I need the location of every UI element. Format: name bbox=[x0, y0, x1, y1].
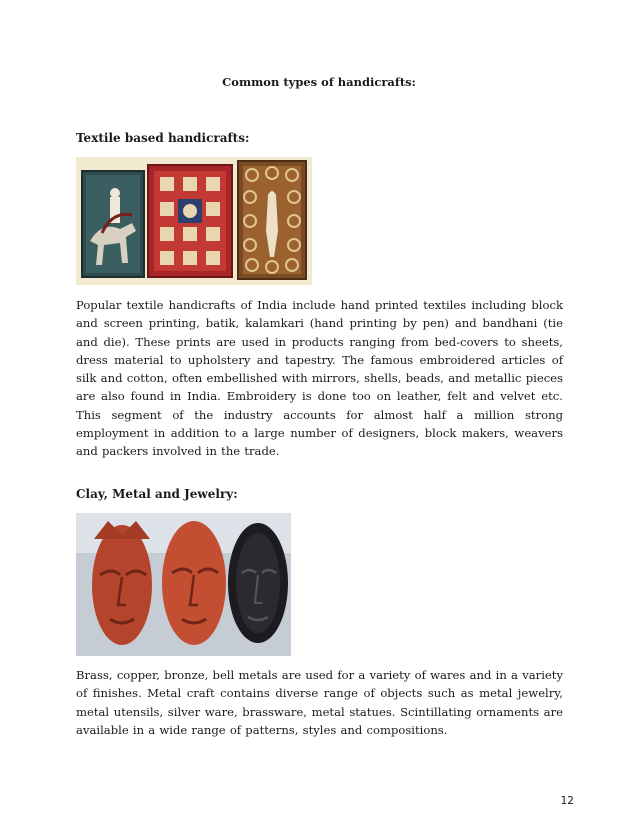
textile-handicrafts-image bbox=[76, 157, 312, 285]
page-number: 12 bbox=[560, 795, 574, 807]
masks-illustration bbox=[76, 513, 291, 656]
clay-metal-jewelry-heading: Clay, Metal and Jewelry: bbox=[76, 487, 238, 501]
clay-metal-paragraph: Brass, copper, bronze, bell metals are used for a variety of wares and in a variety of finishes. Metal craft contains diverse range of objects such as metal jewelry, metal utensils, silver ware, brassware, metal statues. Scintillating ornaments are available in a wide range of patterns, styles and compositions. bbox=[76, 668, 563, 737]
page-title: Common types of handicrafts: bbox=[222, 75, 416, 89]
textile-paragraph: Popular textile handicrafts of India include hand printed textiles including block and screen printing, batik, kalamkari (hand printing by pen) and bandhani (tie and die). These prints are used in products ranging from bed-covers to sheets, dress material to upholstery and tapestry. The famous embroidered articles of silk and cotton, often embellished with mirrors, shells, beads, and metallic pieces are also found in India. Embroidery is done too on leather, felt and velvet etc. This segment of the industry accounts for almost half a million strong employment in addition to a large number of designers, block makers, weavers and packers involved in the trade. bbox=[76, 298, 563, 459]
textile-illustration bbox=[76, 157, 312, 285]
clay-masks-image bbox=[76, 513, 291, 656]
textile-heading: Textile based handicrafts: bbox=[76, 131, 250, 145]
